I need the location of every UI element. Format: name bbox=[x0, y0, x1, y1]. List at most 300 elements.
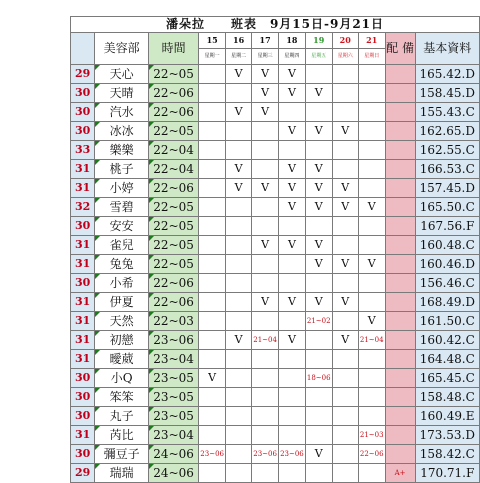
time-cell: 22~05 bbox=[148, 198, 198, 217]
info-cell: 157.45.D bbox=[415, 179, 479, 198]
info-cell: 168.49.D bbox=[415, 293, 479, 312]
day-cell bbox=[252, 369, 279, 388]
day-number-17: 17 bbox=[252, 33, 279, 49]
day-cell bbox=[252, 217, 279, 236]
day-cell bbox=[199, 179, 226, 198]
day-cell bbox=[332, 160, 358, 179]
day-cell bbox=[226, 198, 252, 217]
day-cell bbox=[358, 350, 385, 369]
info-cell: 164.48.C bbox=[415, 350, 479, 369]
day-cell bbox=[199, 312, 226, 331]
day-cell bbox=[279, 312, 306, 331]
name-cell: 兔兔 bbox=[95, 255, 149, 274]
time-cell: 22~05 bbox=[148, 255, 198, 274]
day-cell: V bbox=[332, 331, 358, 350]
name-cell: 雀兒 bbox=[95, 236, 149, 255]
schedule-table bbox=[70, 16, 480, 483]
header-num-cell bbox=[71, 33, 95, 65]
day-cell bbox=[199, 84, 226, 103]
pei-cell bbox=[385, 141, 415, 160]
day-cell bbox=[199, 217, 226, 236]
name-cell: 丸子 bbox=[95, 407, 149, 426]
day-cell bbox=[332, 217, 358, 236]
day-number-21: 21 bbox=[358, 33, 385, 49]
shift-cell: 23~06 bbox=[199, 445, 226, 464]
day-cell: V bbox=[279, 179, 306, 198]
day-cell bbox=[252, 388, 279, 407]
pei-cell bbox=[385, 122, 415, 141]
day-cell bbox=[199, 236, 226, 255]
day-cell: V bbox=[226, 160, 252, 179]
age-cell: 33 bbox=[71, 141, 95, 160]
table-row bbox=[71, 179, 480, 198]
name-cell: 天然 bbox=[95, 312, 149, 331]
pei-cell bbox=[385, 160, 415, 179]
name-cell: 小希 bbox=[95, 274, 149, 293]
day-cell bbox=[252, 160, 279, 179]
pei-cell bbox=[385, 274, 415, 293]
table-row bbox=[71, 198, 480, 217]
day-cell bbox=[252, 255, 279, 274]
table-row bbox=[71, 274, 480, 293]
pei-cell bbox=[385, 236, 415, 255]
day-cell bbox=[358, 369, 385, 388]
day-cell bbox=[199, 103, 226, 122]
info-cell: 170.71.F bbox=[415, 464, 479, 483]
day-cell bbox=[226, 293, 252, 312]
day-cell bbox=[332, 103, 358, 122]
info-cell: 158.42.C bbox=[415, 445, 479, 464]
age-cell: 31 bbox=[71, 350, 95, 369]
time-cell: 23~04 bbox=[148, 426, 198, 445]
day-cell bbox=[358, 122, 385, 141]
shift-cell: 23~06 bbox=[252, 445, 279, 464]
day-cell: V bbox=[279, 236, 306, 255]
day-cell bbox=[226, 141, 252, 160]
day-number-20: 20 bbox=[332, 33, 358, 49]
weekday-label: 星期六 bbox=[332, 49, 358, 65]
name-cell: 樂樂 bbox=[95, 141, 149, 160]
day-cell bbox=[332, 426, 358, 445]
day-cell bbox=[332, 445, 358, 464]
name-cell: 天晴 bbox=[95, 84, 149, 103]
day-cell bbox=[358, 217, 385, 236]
day-cell bbox=[199, 388, 226, 407]
day-cell: V bbox=[279, 84, 306, 103]
day-cell bbox=[199, 255, 226, 274]
time-cell: 22~05 bbox=[148, 65, 198, 84]
table-row bbox=[71, 426, 480, 445]
info-cell: 158.45.D bbox=[415, 84, 479, 103]
day-cell: V bbox=[332, 122, 358, 141]
table-row bbox=[71, 350, 480, 369]
day-cell: V bbox=[305, 293, 332, 312]
name-cell: 彌豆子 bbox=[95, 445, 149, 464]
time-cell: 22~06 bbox=[148, 274, 198, 293]
day-cell bbox=[332, 65, 358, 84]
age-cell: 30 bbox=[71, 274, 95, 293]
info-cell: 173.53.D bbox=[415, 426, 479, 445]
day-cell bbox=[279, 217, 306, 236]
table-row bbox=[71, 293, 480, 312]
age-cell: 30 bbox=[71, 388, 95, 407]
day-cell: V bbox=[252, 103, 279, 122]
info-cell: 162.55.C bbox=[415, 141, 479, 160]
day-cell bbox=[199, 141, 226, 160]
day-cell bbox=[279, 426, 306, 445]
table-row bbox=[71, 445, 480, 464]
pei-cell bbox=[385, 198, 415, 217]
table-row bbox=[71, 369, 480, 388]
day-cell bbox=[199, 426, 226, 445]
day-cell: V bbox=[305, 236, 332, 255]
pei-cell: A+ bbox=[385, 464, 415, 483]
time-cell: 22~05 bbox=[148, 217, 198, 236]
pei-cell bbox=[385, 331, 415, 350]
day-cell bbox=[252, 426, 279, 445]
age-cell: 30 bbox=[71, 122, 95, 141]
day-cell bbox=[332, 141, 358, 160]
day-number-18: 18 bbox=[279, 33, 306, 49]
day-cell: V bbox=[252, 84, 279, 103]
time-cell: 23~05 bbox=[148, 407, 198, 426]
pei-cell bbox=[385, 217, 415, 236]
day-cell bbox=[279, 274, 306, 293]
header-row bbox=[71, 33, 480, 49]
day-cell: V bbox=[358, 312, 385, 331]
info-cell: 160.46.D bbox=[415, 255, 479, 274]
day-cell bbox=[358, 84, 385, 103]
info-cell: 166.53.C bbox=[415, 160, 479, 179]
age-cell: 31 bbox=[71, 255, 95, 274]
info-cell: 161.50.C bbox=[415, 312, 479, 331]
name-cell: 桃子 bbox=[95, 160, 149, 179]
info-cell: 156.46.C bbox=[415, 274, 479, 293]
day-cell bbox=[279, 103, 306, 122]
day-cell bbox=[305, 65, 332, 84]
time-cell: 23~06 bbox=[148, 331, 198, 350]
table-row bbox=[71, 407, 480, 426]
day-cell bbox=[226, 407, 252, 426]
time-cell: 24~06 bbox=[148, 464, 198, 483]
name-cell: 安安 bbox=[95, 217, 149, 236]
pei-cell bbox=[385, 84, 415, 103]
day-cell bbox=[332, 407, 358, 426]
name-cell: 曖葳 bbox=[95, 350, 149, 369]
weekday-label: 星期四 bbox=[279, 49, 306, 65]
shift-cell: 21~02 bbox=[305, 312, 332, 331]
info-cell: 155.43.C bbox=[415, 103, 479, 122]
day-cell bbox=[305, 388, 332, 407]
age-cell: 31 bbox=[71, 179, 95, 198]
day-cell bbox=[332, 274, 358, 293]
name-cell: 瑞瑞 bbox=[95, 464, 149, 483]
shift-cell: 22~06 bbox=[358, 445, 385, 464]
pei-cell bbox=[385, 255, 415, 274]
pei-cell bbox=[385, 179, 415, 198]
age-cell: 31 bbox=[71, 236, 95, 255]
day-cell: V bbox=[305, 179, 332, 198]
day-cell: V bbox=[332, 293, 358, 312]
header-info: 基本資料 bbox=[415, 33, 479, 65]
day-cell bbox=[305, 331, 332, 350]
table-row bbox=[71, 141, 480, 160]
day-cell bbox=[199, 122, 226, 141]
day-cell: V bbox=[226, 65, 252, 84]
day-cell: V bbox=[332, 198, 358, 217]
info-cell: 165.50.C bbox=[415, 198, 479, 217]
day-cell: V bbox=[226, 331, 252, 350]
day-cell bbox=[305, 407, 332, 426]
day-cell bbox=[358, 160, 385, 179]
day-cell bbox=[226, 369, 252, 388]
day-cell bbox=[226, 388, 252, 407]
info-cell: 165.45.C bbox=[415, 369, 479, 388]
day-cell bbox=[358, 65, 385, 84]
day-cell: V bbox=[252, 179, 279, 198]
day-cell: V bbox=[279, 293, 306, 312]
day-cell bbox=[199, 160, 226, 179]
day-cell bbox=[226, 122, 252, 141]
header-pei: 配 備 bbox=[385, 33, 415, 65]
info-cell: 160.48.C bbox=[415, 236, 479, 255]
day-cell bbox=[252, 141, 279, 160]
name-cell: 伊夏 bbox=[95, 293, 149, 312]
table-row bbox=[71, 103, 480, 122]
day-cell: V bbox=[332, 179, 358, 198]
name-cell: 初戀 bbox=[95, 331, 149, 350]
day-cell: V bbox=[358, 255, 385, 274]
header-salon: 美容部 bbox=[95, 33, 149, 65]
day-cell bbox=[279, 255, 306, 274]
day-cell bbox=[226, 84, 252, 103]
day-cell bbox=[358, 179, 385, 198]
table-row bbox=[71, 217, 480, 236]
weekday-label: 星期二 bbox=[226, 49, 252, 65]
name-cell: 小Q bbox=[95, 369, 149, 388]
weekday-label: 星期一 bbox=[199, 49, 226, 65]
name-cell: 汽水 bbox=[95, 103, 149, 122]
day-cell bbox=[199, 198, 226, 217]
day-cell bbox=[332, 350, 358, 369]
info-cell: 165.42.D bbox=[415, 65, 479, 84]
info-cell: 162.65.D bbox=[415, 122, 479, 141]
day-cell bbox=[252, 350, 279, 369]
day-cell bbox=[305, 217, 332, 236]
time-cell: 22~04 bbox=[148, 160, 198, 179]
table-row bbox=[71, 331, 480, 350]
day-cell: V bbox=[252, 293, 279, 312]
pei-cell bbox=[385, 65, 415, 84]
time-cell: 22~05 bbox=[148, 236, 198, 255]
day-cell: V bbox=[279, 331, 306, 350]
day-cell bbox=[279, 141, 306, 160]
day-cell bbox=[252, 407, 279, 426]
day-cell: V bbox=[199, 369, 226, 388]
day-cell bbox=[226, 217, 252, 236]
day-cell bbox=[358, 407, 385, 426]
day-cell: V bbox=[226, 179, 252, 198]
table-row bbox=[71, 84, 480, 103]
time-cell: 22~05 bbox=[148, 122, 198, 141]
day-cell bbox=[279, 407, 306, 426]
age-cell: 31 bbox=[71, 331, 95, 350]
name-cell: 芮比 bbox=[95, 426, 149, 445]
shift-cell: 18~06 bbox=[305, 369, 332, 388]
age-cell: 30 bbox=[71, 217, 95, 236]
day-cell bbox=[226, 350, 252, 369]
pei-cell bbox=[385, 407, 415, 426]
name-cell: 天心 bbox=[95, 65, 149, 84]
day-number-16: 16 bbox=[226, 33, 252, 49]
shift-cell: 23~06 bbox=[279, 445, 306, 464]
table-row bbox=[71, 255, 480, 274]
title-row bbox=[71, 17, 480, 33]
table-row bbox=[71, 65, 480, 84]
shift-cell: 21~04 bbox=[252, 331, 279, 350]
pei-cell bbox=[385, 350, 415, 369]
day-cell bbox=[279, 388, 306, 407]
age-cell: 30 bbox=[71, 407, 95, 426]
day-cell bbox=[199, 274, 226, 293]
pei-cell bbox=[385, 312, 415, 331]
day-cell bbox=[226, 274, 252, 293]
day-cell: V bbox=[305, 160, 332, 179]
day-cell bbox=[305, 426, 332, 445]
time-cell: 24~06 bbox=[148, 445, 198, 464]
day-cell bbox=[358, 141, 385, 160]
day-cell: V bbox=[305, 445, 332, 464]
day-cell bbox=[332, 388, 358, 407]
name-cell: 笨笨 bbox=[95, 388, 149, 407]
pei-cell bbox=[385, 445, 415, 464]
age-cell: 31 bbox=[71, 426, 95, 445]
day-cell: V bbox=[305, 198, 332, 217]
day-cell: V bbox=[279, 122, 306, 141]
day-cell bbox=[252, 198, 279, 217]
day-cell bbox=[252, 122, 279, 141]
day-cell bbox=[226, 312, 252, 331]
day-cell: V bbox=[279, 198, 306, 217]
day-cell: V bbox=[332, 255, 358, 274]
day-cell: V bbox=[252, 236, 279, 255]
age-cell: 29 bbox=[71, 65, 95, 84]
age-cell: 29 bbox=[71, 464, 95, 483]
time-cell: 23~05 bbox=[148, 369, 198, 388]
day-cell bbox=[199, 407, 226, 426]
day-number-19: 19 bbox=[305, 33, 332, 49]
name-cell: 冰冰 bbox=[95, 122, 149, 141]
day-cell bbox=[226, 426, 252, 445]
shift-cell: 21~04 bbox=[358, 331, 385, 350]
day-cell bbox=[305, 274, 332, 293]
pei-cell bbox=[385, 293, 415, 312]
pei-cell bbox=[385, 103, 415, 122]
age-cell: 30 bbox=[71, 84, 95, 103]
weekday-label: 星期日 bbox=[358, 49, 385, 65]
age-cell: 30 bbox=[71, 369, 95, 388]
table-row bbox=[71, 122, 480, 141]
info-cell: 158.48.C bbox=[415, 388, 479, 407]
age-cell: 30 bbox=[71, 103, 95, 122]
name-cell: 雪碧 bbox=[95, 198, 149, 217]
time-cell: 22~03 bbox=[148, 312, 198, 331]
day-cell: V bbox=[358, 198, 385, 217]
day-cell bbox=[226, 236, 252, 255]
day-cell bbox=[358, 388, 385, 407]
day-cell: V bbox=[279, 65, 306, 84]
info-cell: 160.42.C bbox=[415, 331, 479, 350]
time-cell: 23~05 bbox=[148, 388, 198, 407]
age-cell: 32 bbox=[71, 198, 95, 217]
day-cell bbox=[199, 350, 226, 369]
day-cell: V bbox=[226, 103, 252, 122]
day-cell bbox=[358, 236, 385, 255]
day-cell bbox=[358, 293, 385, 312]
age-cell: 30 bbox=[71, 445, 95, 464]
time-cell: 22~06 bbox=[148, 293, 198, 312]
day-cell bbox=[305, 350, 332, 369]
day-cell bbox=[252, 312, 279, 331]
table-row bbox=[71, 388, 480, 407]
time-cell: 22~06 bbox=[148, 84, 198, 103]
day-cell bbox=[332, 312, 358, 331]
day-cell: V bbox=[305, 122, 332, 141]
age-cell: 31 bbox=[71, 293, 95, 312]
day-cell bbox=[199, 293, 226, 312]
day-cell bbox=[226, 255, 252, 274]
time-cell: 23~04 bbox=[148, 350, 198, 369]
day-number-15: 15 bbox=[199, 33, 226, 49]
info-cell: 167.56.F bbox=[415, 217, 479, 236]
weekday-label: 星期五 bbox=[305, 49, 332, 65]
table-row bbox=[71, 236, 480, 255]
time-cell: 22~06 bbox=[148, 103, 198, 122]
day-cell bbox=[332, 236, 358, 255]
age-cell: 31 bbox=[71, 160, 95, 179]
day-cell: V bbox=[279, 160, 306, 179]
day-cell bbox=[305, 103, 332, 122]
info-cell: 160.49.E bbox=[415, 407, 479, 426]
name-cell: 小婷 bbox=[95, 179, 149, 198]
day-cell bbox=[358, 274, 385, 293]
pei-cell bbox=[385, 426, 415, 445]
day-cell bbox=[199, 65, 226, 84]
day-cell bbox=[199, 331, 226, 350]
day-cell bbox=[332, 369, 358, 388]
day-cell bbox=[226, 445, 252, 464]
day-cell: V bbox=[305, 255, 332, 274]
day-cell: V bbox=[252, 65, 279, 84]
day-cell bbox=[358, 103, 385, 122]
pei-cell bbox=[385, 388, 415, 407]
pei-cell bbox=[385, 369, 415, 388]
time-cell: 22~06 bbox=[148, 179, 198, 198]
table-row bbox=[71, 160, 480, 179]
schedule-title: 潘朵拉 班表 9月15日-9月21日 bbox=[71, 17, 480, 33]
table-row bbox=[71, 312, 480, 331]
shift-cell: 21~03 bbox=[358, 426, 385, 445]
time-cell: 22~04 bbox=[148, 141, 198, 160]
age-cell: 31 bbox=[71, 312, 95, 331]
day-cell bbox=[279, 369, 306, 388]
day-cell bbox=[252, 274, 279, 293]
weekday-label: 星期三 bbox=[252, 49, 279, 65]
day-cell bbox=[305, 141, 332, 160]
day-cell: V bbox=[305, 84, 332, 103]
day-cell bbox=[332, 84, 358, 103]
header-time: 時間 bbox=[148, 33, 198, 65]
